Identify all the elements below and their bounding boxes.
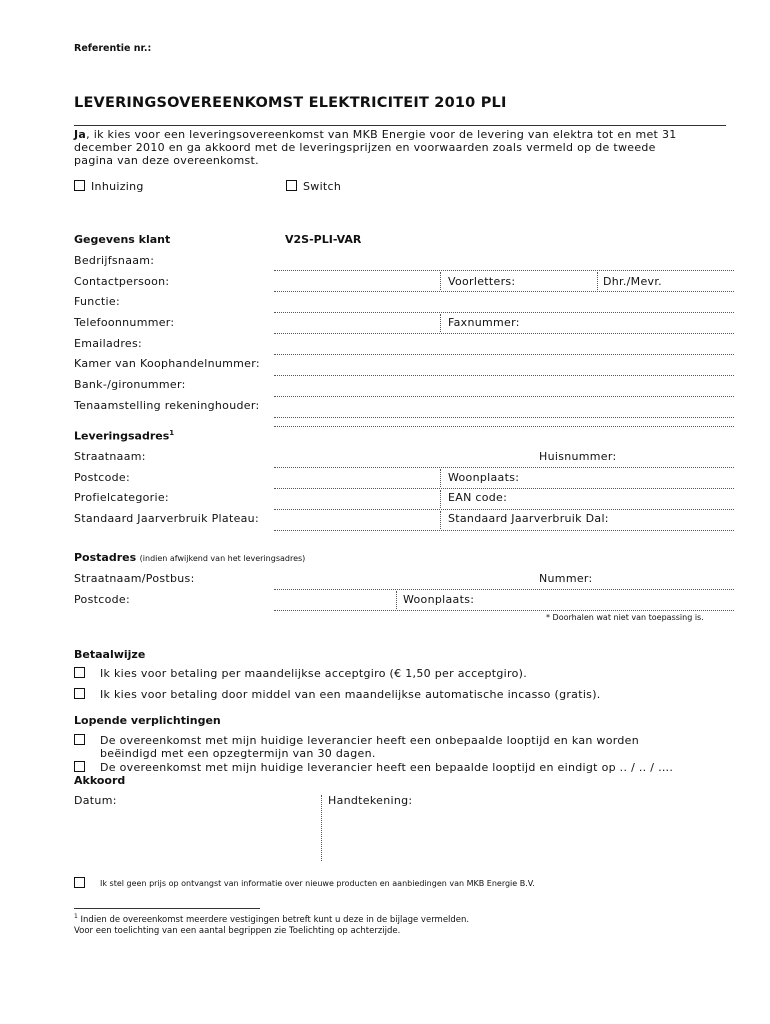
footnote-rule [74, 908, 260, 909]
payment-heading: Betaalwijze [74, 648, 146, 661]
usage-plateau-label: Standaard Jaarverbruik Plateau: [74, 512, 259, 525]
contact-label: Contactpersoon: [74, 275, 170, 288]
intro-line-3: pagina van deze overeenkomst. [74, 154, 259, 167]
obligation-1-line-1: De overeenkomst met mijn huidige leverancier heeft een onbepaalde looptijd en kan worden [100, 734, 640, 747]
customer-heading: Gegevens klant [74, 233, 171, 246]
obligation-fixed-checkbox[interactable] [74, 761, 85, 772]
date-label: Datum: [74, 794, 117, 807]
signature-label: Handtekening: [328, 794, 413, 807]
usage-field[interactable] [274, 530, 734, 531]
phone-field[interactable] [274, 333, 734, 334]
initials-label: Voorletters: [448, 275, 516, 288]
profile-field[interactable] [274, 509, 734, 510]
postal-number-label: Nummer: [539, 572, 593, 585]
phone-divider [440, 314, 441, 332]
payment-option-2: Ik kies voor betaling door middel van een maandelijkse automatische incasso (gratis). [100, 688, 601, 701]
bank-label: Bank-/gironummer: [74, 378, 186, 391]
function-label: Functie: [74, 295, 120, 308]
usage-divider [440, 511, 441, 529]
inhuizing-checkbox[interactable] [74, 180, 85, 191]
delivery-street-field[interactable] [274, 467, 734, 468]
signature-divider [321, 795, 322, 861]
footnote-2: Voor een toelichting van een aantal begrippen zie Toelichting op achterzijde. [74, 926, 401, 936]
footnote-1: $^1$ Indien de overeenkomst meerdere vestigingen betreft kunt u deze in de bijlage vermelden. [74, 913, 470, 925]
switch-checkbox[interactable] [286, 180, 297, 191]
payment-option-1: Ik kies voor betaling per maandelijkse acceptgiro (€ 1,50 per acceptgiro). [100, 667, 528, 680]
postal-postcode-field[interactable] [274, 610, 734, 611]
reference-label: Referentie nr.: [74, 43, 152, 54]
intro-line-1: Ja, ik kies voor een leveringsovereenkomst van MKB Energie voor de levering van elektra tot en met 31 [74, 128, 677, 141]
company-field[interactable] [274, 270, 734, 271]
delivery-street-label: Straatnaam: [74, 450, 146, 463]
page-title: LEVERINGSOVEREENKOMST ELEKTRICITEIT 2010 PLI [74, 95, 507, 111]
postal-city-label: Woonplaats: [403, 593, 475, 606]
payment-incasso-checkbox[interactable] [74, 688, 85, 699]
profile-divider [440, 490, 441, 508]
obligations-heading: Lopende verplichtingen [74, 714, 221, 727]
delivery-postcode-label: Postcode: [74, 471, 130, 484]
phone-label: Telefoonnummer: [74, 316, 175, 329]
email-field[interactable] [274, 354, 734, 355]
contact-divider [440, 272, 441, 290]
obligation-1-line-2: beëindigd met een opzegtermijn van 30 dagen. [100, 747, 376, 760]
product-code: V2S-PLI-VAR [285, 233, 362, 246]
delivery-postcode-field[interactable] [274, 488, 734, 489]
salutation-label: Dhr./Mevr. [603, 275, 662, 288]
house-number-label: Huisnummer: [539, 450, 617, 463]
fax-label: Faxnummer: [448, 316, 520, 329]
agreement-heading: Akkoord [74, 774, 126, 787]
optout-label: Ik stel geen prijs op ontvangst van informatie over nieuwe producten en aanbiedingen van MKB Energie B.V. [100, 879, 535, 888]
bank-field[interactable] [274, 396, 734, 397]
initials-divider [597, 272, 598, 290]
postal-postcode-label: Postcode: [74, 593, 130, 606]
postal-street-field[interactable] [274, 589, 734, 590]
usage-dal-label: Standaard Jaarverbruik Dal: [448, 512, 609, 525]
account-holder-label: Tenaamstelling rekeninghouder: [74, 399, 260, 412]
contact-field[interactable] [274, 291, 734, 292]
obligation-2: De overeenkomst met mijn huidige leverancier heeft een bepaalde looptijd en eindigt op .. / .. / …. [100, 761, 674, 774]
account-holder-field[interactable] [274, 417, 734, 418]
profile-label: Profielcategorie: [74, 491, 169, 504]
obligation-indefinite-checkbox[interactable] [74, 734, 85, 745]
payment-acceptgiro-checkbox[interactable] [74, 667, 85, 678]
intro-line-2: december 2010 en ga akkoord met de leveringsprijzen en voorwaarden zoals vermeld op de tweede [74, 141, 656, 154]
switch-label: Switch [303, 180, 342, 193]
title-rule [74, 125, 726, 126]
postal-heading: Postadres (indien afwijkend van het leveringsadres) [74, 551, 306, 564]
optout-checkbox[interactable] [74, 877, 85, 888]
inhuizing-label: Inhuizing [91, 180, 144, 193]
company-label: Bedrijfsnaam: [74, 254, 155, 267]
section-divider [274, 426, 734, 427]
postal-divider [396, 591, 397, 609]
function-field[interactable] [274, 312, 734, 313]
kvk-label: Kamer van Koophandelnummer: [74, 357, 260, 370]
strike-note: * Doorhalen wat niet van toepassing is. [546, 613, 704, 622]
ean-label: EAN code: [448, 491, 508, 504]
postcode-divider [440, 469, 441, 487]
kvk-field[interactable] [274, 375, 734, 376]
delivery-city-label: Woonplaats: [448, 471, 520, 484]
postal-street-label: Straatnaam/Postbus: [74, 572, 195, 585]
delivery-heading: Leveringsadres$^1$ [74, 429, 175, 443]
email-label: Emailadres: [74, 337, 143, 350]
